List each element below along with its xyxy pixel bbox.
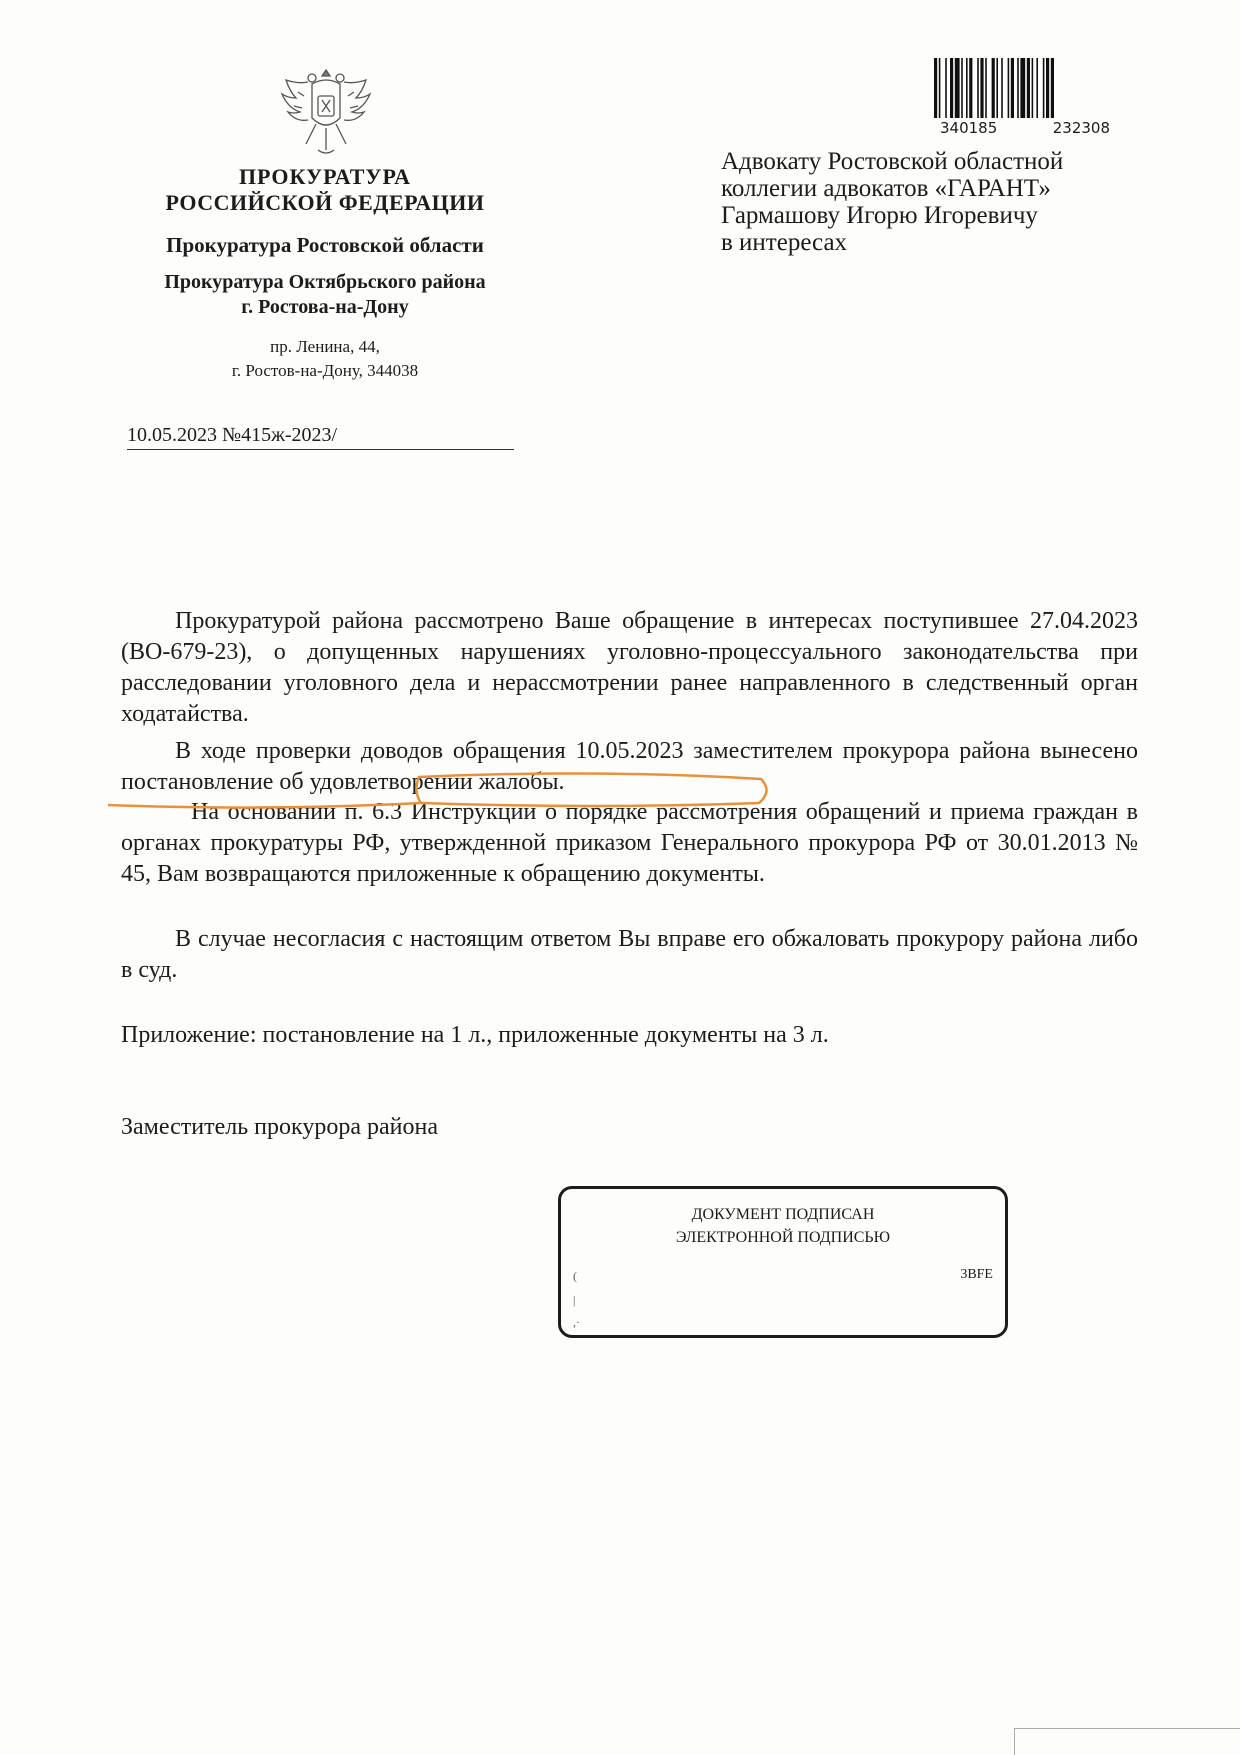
- addressee-block: [721, 148, 1063, 256]
- addressee-line-3: Гармашову Игорю Игоревичу: [721, 202, 1038, 229]
- body-paragraph-2-part-a: В ходе проверки доводов обращения 10.05.2023 заместителем прокурора района вынесено постановление: [121, 738, 1138, 795]
- letter-date: 10.05.2023: [127, 424, 217, 446]
- org-line-region: Прокуратура Ростовской области: [166, 233, 484, 257]
- barcode-digits: [940, 119, 1110, 137]
- letter-number: №415ж-2023/: [222, 424, 338, 446]
- org-line-prosecutor: ПРОКУРАТУРА: [238, 164, 412, 189]
- org-line-district: Прокуратура Октябрьского района: [164, 271, 486, 293]
- addressee-line-2: коллегии адвокатов «ГАРАНТ»: [721, 175, 1051, 202]
- stamp-redacted-mark: (: [573, 1269, 577, 1283]
- barcode-digits-left: 340185: [940, 119, 998, 137]
- org-line-federation: РОССИЙСКОЙ ФЕДЕРАЦИИ: [165, 190, 485, 215]
- electronic-signature-stamp: [558, 1186, 1008, 1338]
- date-underline: [127, 449, 514, 450]
- stamp-certificate-fragment: 3BFE: [960, 1267, 993, 1282]
- addressee-line-4: в интересах: [721, 229, 848, 256]
- signer-title: Заместитель прокурора района: [121, 1114, 438, 1140]
- address-city: г. Ростов-на-Дону, 344038: [231, 361, 419, 380]
- date-number-line: [127, 424, 337, 447]
- address-street: пр. Ленина, 44,: [270, 337, 380, 356]
- barcode-icon: [934, 58, 1102, 123]
- double-headed-eagle-emblem: [278, 62, 374, 162]
- addressee-line-1: Адвокату Ростовской областной: [721, 148, 1064, 175]
- body-paragraph-1: Прокуратурой района рассмотрено Ваше обращение в интересах поступившее 27.04.2023 (ВО-679-23), о допущенных нарушениях уголовно-процессуального законодательства при расследовании уголовного дела и нерассмотрении ранее направленного в следственный орган ходатайства.: [121, 608, 1138, 727]
- stamp-redacted-mark: ,·: [573, 1315, 580, 1329]
- hand-drawn-highlight-oval: [413, 773, 768, 807]
- body-paragraph-3: На основании п. 6.3 Инструкции о порядке рассмотрения обращений и приема граждан в органах прокуратуры РФ, утвержденной приказом Генерального прокурора РФ от 30.01.2013 № 45, Вам возвращаются приложенные к обращению документы.: [121, 799, 1138, 887]
- stamp-title-line-2: ЭЛЕКТРОННОЙ ПОДПИСЬЮ: [675, 1229, 891, 1246]
- org-line-city: г. Ростова-на-Дону: [241, 296, 409, 318]
- stamp-redacted-mark: |: [573, 1293, 576, 1307]
- barcode-digits-right: 232308: [1052, 119, 1110, 137]
- attachment-line: Приложение: постановление на 1 л., приложенные документы на 3 л.: [121, 1022, 829, 1048]
- scan-corner-mark: [1014, 1728, 1240, 1755]
- highlighted-phrase: об удовлетворении жалобы.: [279, 769, 565, 795]
- stamp-title-line-1: ДОКУМЕНТ ПОДПИСАН: [691, 1206, 875, 1223]
- body-paragraph-4: В случае несогласия с настоящим ответом Вы вправе его обжаловать прокурору района либо в суд.: [121, 926, 1138, 983]
